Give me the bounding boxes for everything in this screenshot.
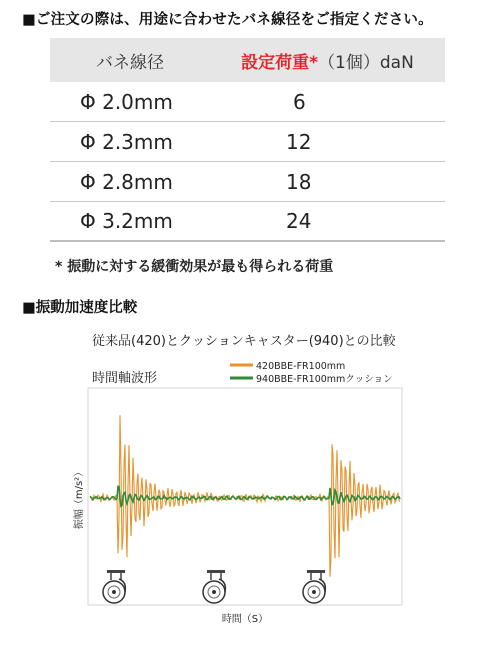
header-set-load-unit: （1個）daN xyxy=(318,52,414,73)
table-cell-load: 24 xyxy=(286,209,312,233)
table-cell-diameter: Φ 2.8mm xyxy=(80,169,173,194)
table-cell-load: 12 xyxy=(286,129,312,154)
header-wire-diameter: バネ線径 xyxy=(96,52,164,73)
table-cell-diameter: Φ 3.2mm xyxy=(80,209,173,233)
footnote: * 振動に対する緩衝効果が最も得られる荷重 xyxy=(55,259,334,275)
chart-title: 従来品(420)とクッションキャスター(940)との比較 xyxy=(92,334,396,349)
table-row xyxy=(50,82,445,122)
header-set-load xyxy=(210,48,445,73)
legend-label-940: 940BBE-FR100mmクッション xyxy=(256,374,393,385)
caster-wheel-icon xyxy=(303,570,325,603)
caster-wheel-icon xyxy=(103,570,125,603)
table-header xyxy=(50,38,445,82)
table-row xyxy=(50,202,445,242)
table-row xyxy=(50,122,445,162)
table-cell-load: 18 xyxy=(286,169,312,194)
x-axis-label: 時間（S） xyxy=(221,614,269,625)
legend-label-420: 420BBE-FR100mm xyxy=(256,361,346,372)
section-title: ■振動加速度比較 xyxy=(22,300,138,316)
chart-subtitle: 時間軸波形 xyxy=(92,371,158,386)
y-axis-label: 振幅（m/s²） xyxy=(74,466,85,530)
table-cell-load: 6 xyxy=(293,89,306,114)
vibration-chart xyxy=(0,320,500,647)
caster-wheel-icon xyxy=(203,570,225,603)
table-cell-diameter: Φ 2.3mm xyxy=(80,129,173,154)
table-cell-diameter: Φ 2.0mm xyxy=(80,89,173,114)
vibration-chart-svg xyxy=(0,320,500,647)
spring-load-table xyxy=(50,38,445,242)
table-row xyxy=(50,162,445,202)
order-note-heading: ■ご注文の際は、用途に合わせたバネ線径をご指定ください。 xyxy=(22,12,433,28)
header-set-load-red: 設定荷重* xyxy=(241,52,319,73)
